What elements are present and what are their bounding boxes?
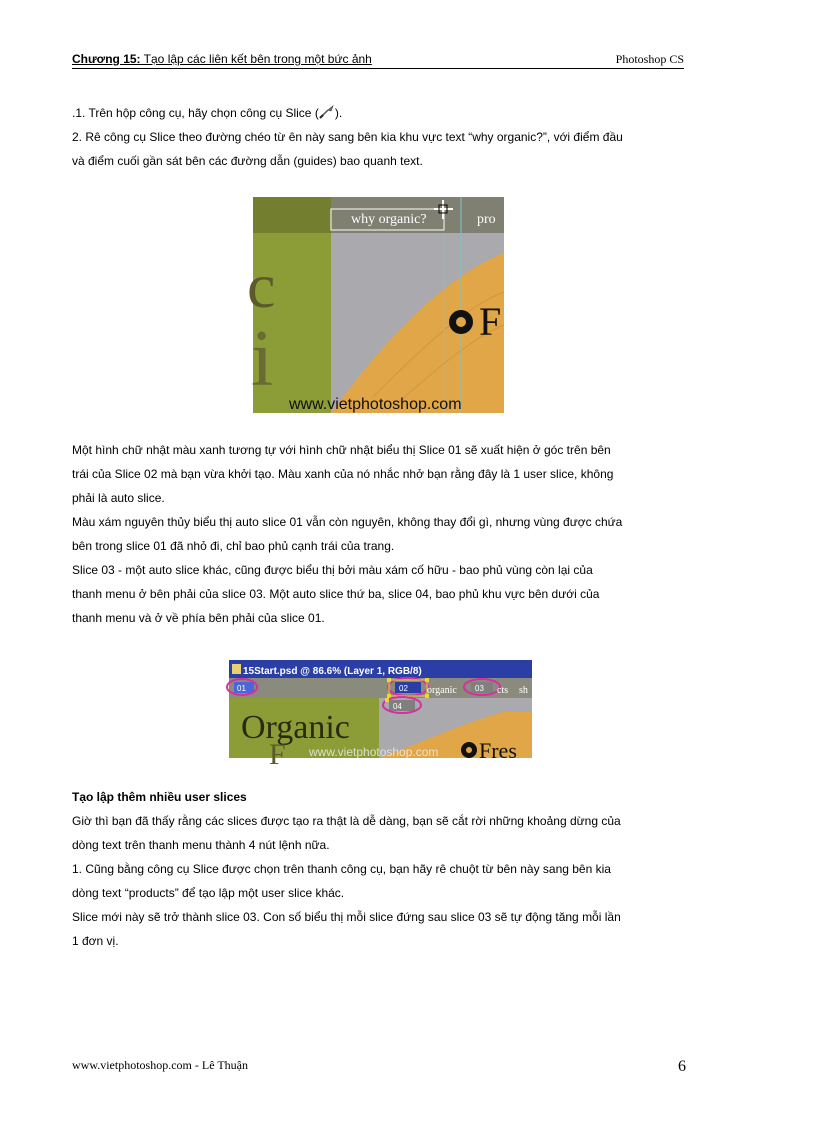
figure-1-graphic [247,197,504,413]
page-header [72,52,684,69]
figure-slices-window [229,660,532,771]
product-name: Photoshop CS [615,52,684,66]
big-letter-i: i [251,315,274,403]
section-line-4: dòng text “products” để tạo lập một user slice khác. [72,886,345,900]
page-footer [72,1058,686,1080]
organic-heading: Organic [241,709,350,746]
logo-text-fresh: Fres [479,738,517,763]
body-line-7: thanh menu ở bên phải của slice 03. Một auto slice thứ ba, slice 04, bao phủ khu vực bên dưới của [72,587,600,601]
step-1-text: .1. Trên hộp công cụ, hãy chọn công cụ Slice ( [72,106,319,120]
figure-2-graphic [229,660,532,771]
step-1-end: ). [334,106,343,120]
chapter-title [72,52,372,66]
section-line-1: Giờ thì bạn đã thấy rằng các slices được tạo ra thật là dễ dàng, bạn sẽ cắt rời những khoảng dừng của [72,814,621,828]
slice-tag-02: 02 [399,684,408,693]
body-line-2: trái của Slice 02 mà bạn vừa khởi tạo. Màu xanh của nó nhắc nhở bạn rằng đây là 1 user slice, không [72,467,614,481]
menu-text-shop: sh [519,685,528,696]
watermark: www.vietphotoshop.com [289,396,462,413]
slice-tool-icon [319,103,335,117]
page-number: 6 [678,1058,686,1075]
step-2-line-1: 2. Rê công cụ Slice theo đường chéo từ ên này sang bên kia khu vực text “why organic?”, với điểm đầu [72,130,623,144]
logo-letter: F [479,299,502,344]
section-line-3: 1. Cũng bằng công cụ Slice được chọn trên thanh công cụ, bạn hãy rê chuột từ bên này sang bên kia [72,862,611,876]
sun-logo-icon [461,742,477,758]
menu-text-why-organic: why organic? [351,212,427,227]
body-line-8: thanh menu và ở về phía bên phải của slice 01. [72,611,325,625]
slice-tag-03: 03 [475,684,484,693]
menu-text-organic: organic [427,685,457,696]
body-line-6: Slice 03 - một auto slice khác, cũng được biểu thị bởi màu xám cố hữu - bao phủ vùng còn lại của [72,563,593,577]
section-line-2: dòng text trên thanh menu thành 4 nút lệnh nữa. [72,838,330,852]
step-2-line-2: và điểm cuối gần sát bên các đường dẫn (guides) bao quanh text. [72,154,423,168]
section-title [72,785,688,809]
section-title-text: Tạo lập thêm nhiều user slices [72,790,247,804]
step-1 [72,101,688,125]
chapter-label: Chương 15: [72,52,141,66]
sun-logo-icon [449,310,473,334]
document-icon [232,664,241,674]
section-line-5: Slice mới này sẽ trở thành slice 03. Con số biểu thị mỗi slice đứng sau slice 03 sẽ tự động tăng mỗi lần [72,910,621,924]
body-line-3: phải là auto slice. [72,491,165,505]
body-line-1: Một hình chữ nhật màu xanh tương tự với hình chữ nhật biểu thị Slice 01 sẽ xuất hiện ở góc trên bên [72,443,611,457]
watermark: www.vietphotoshop.com [309,745,439,759]
slice-tag-01: 01 [237,684,246,693]
figure-slice-drag [247,197,504,413]
body-line-4: Màu xám nguyên thủy biểu thị auto slice 01 vẫn còn nguyên, không thay đổi gì, nhưng vùng được chứa [72,515,623,529]
section-line-6: 1 đơn vị. [72,934,119,948]
window-title: 15Start.psd @ 86.6% (Layer 1, RGB/8) [243,666,422,677]
menu-text-products: cts [497,685,509,696]
menu-text-products: pro [477,212,496,227]
big-letter-c: c [247,250,276,321]
body-line-5: bên trong slice 01 đã nhỏ đi, chỉ bao phủ cạnh trái của trang. [72,539,395,553]
chapter-title-text: Tạo lập các liên kết bên trong một bức ảnh [140,52,372,66]
slice-tag-04: 04 [393,702,402,711]
footer-site: www.vietphotoshop.com - Lê Thuận [72,1058,248,1072]
heading-letter: F [269,738,286,771]
